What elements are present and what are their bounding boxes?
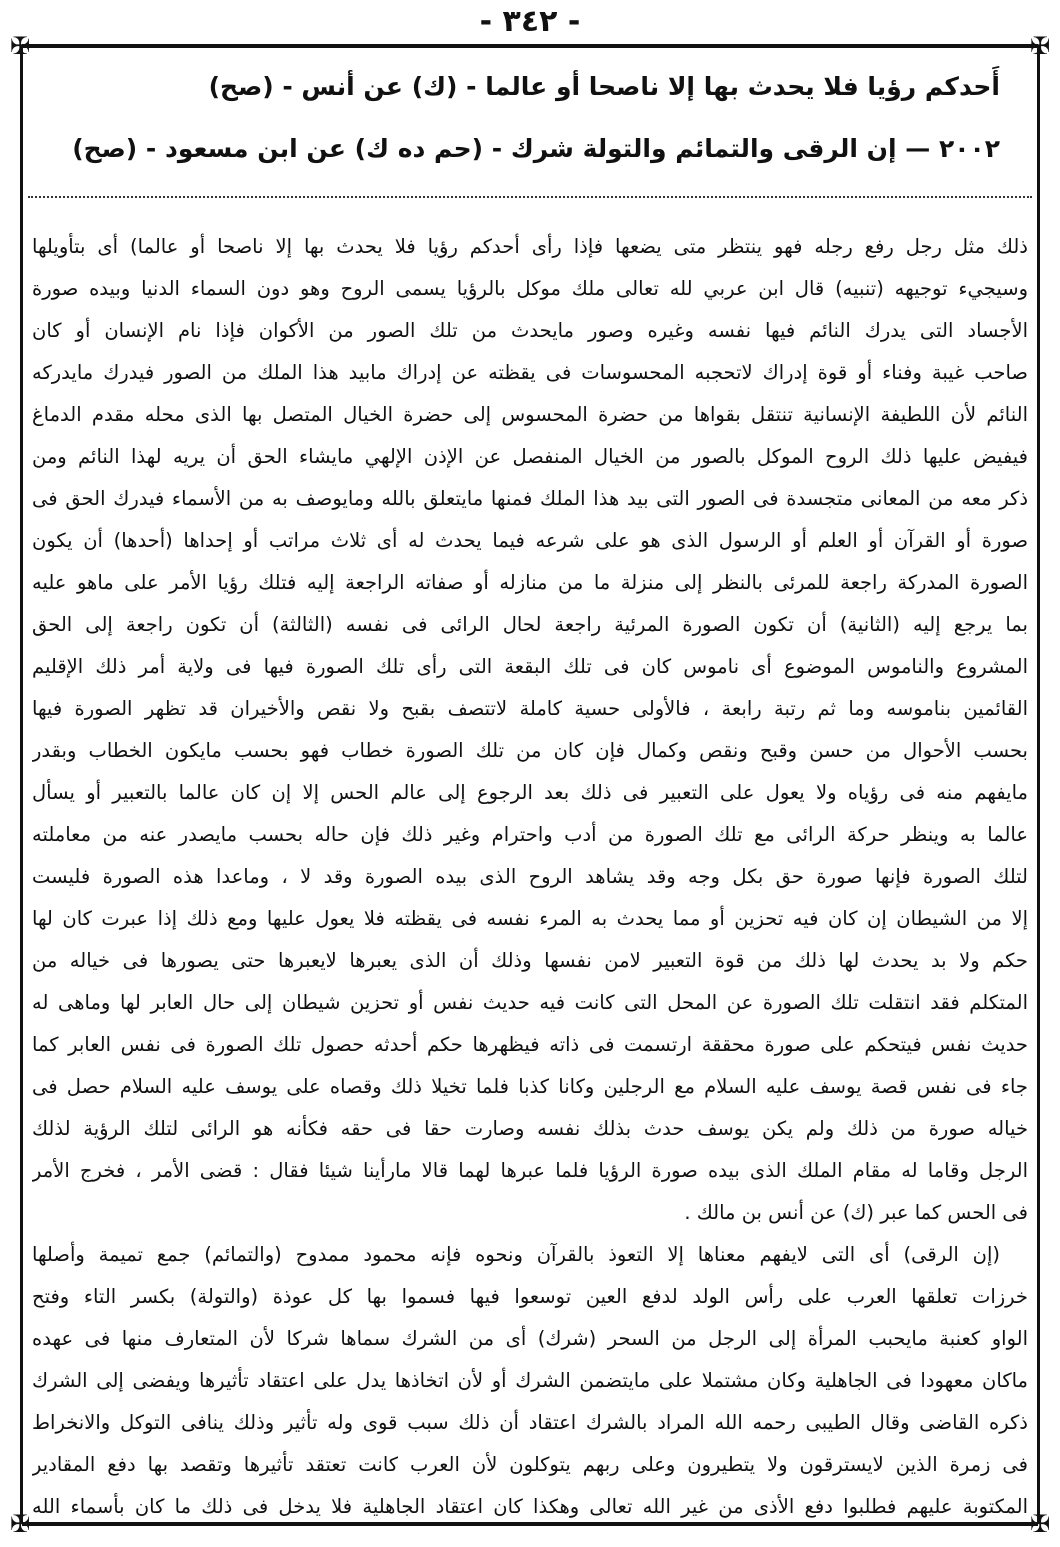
hadith-line: ٢٠٠٢ — إن الرقى والتمائم والتولة شرك - (حم ده ك) عن ابن مسعود - (صح) — [72, 134, 1000, 163]
text-line: فيفيض عليها ذلك الروح الموكل بالصور من الخيال المنفصل عن الإذن الإلهي مايشاء الحق أن يريه لهذا النائم ومن — [32, 445, 1028, 468]
text-line: حكم ولا بد يحدث لها ذلك من قوة التعبير لامن نفسها وذلك أن الذى يعبرها لايعبرها حتى يصورها فى خياله من — [32, 949, 1028, 972]
text-line: (إن الرقى) أى التى لايفهم معناها إلا التعوذ بالقرآن ونحوه فإنه محمود ممدوح (والتمائم) جمع تميمة وأصلها — [32, 1243, 1000, 1266]
text-line: المشروع والناموس الموضوع أى ناموس كان فى تلك البقعة التى رأى تلك الصورة فيها فى ولاية أمر ذلك الإقليم — [32, 655, 1028, 678]
top-rule — [22, 44, 1038, 48]
corner-ornament-icon: ✠ — [1029, 32, 1051, 60]
text-line: النائم لأن اللطيفة الإنسانية تنتقل بقواها من حضرة المحسوس إلى حضرة الخيال المتصل بها الذى محله مقدم الدماغ — [32, 403, 1028, 426]
text-line: ذلك مثل رجل رفع رجله فهو ينتظر متى يضعها فإذا رأى أحدكم رؤيا فلا يحدث بها إلا ناصحا أو عالما) أى بتأويلها — [32, 235, 1028, 258]
text-line: الواو كعنبة مايحبب المرأة إلى الرجل من السحر (شرك) أى من الشرك سماها شركا لأن المتعارف منها فى عهده — [32, 1327, 1028, 1350]
text-line: صورة أو القرآن أو العلم أو الرسول الذى هو على شرعه فيما يحدث له أى ثلاث مراتب أو إحداها (أحدها) أن يكون — [32, 529, 1028, 552]
commentary-text — [32, 226, 1028, 1528]
text-line: الرجل وقاما له مقام الملك الذى بيده صورة الرؤيا فلما عبرها لهما قالا مارأينا شيئا فقال : قضى الأمر ، فخرج الأمر — [32, 1159, 1028, 1182]
text-line: لتلك الصورة فإنها صورة حق بكل وجه وقد يشاهد الروح الذى بيده الصورة وقد لا ، وماعدا هذه الصورة فليست — [32, 865, 1028, 888]
text-line: المكتوبة عليهم فطلبوا دفع الأذى من غير الله تعالى وهكذا كان اعتقاد الجاهلية فلا يدخل فى ذلك ما كان بأسماء الله — [32, 1495, 1028, 1518]
text-line: صاحب غيبة وفناء أو قوة إدراك لاتحجبه المحسوسات فى يقظته عن إدراك مابيد هذا الملك من الصور فيدرك مايدركه — [32, 361, 1028, 384]
corner-ornament-icon: ✠ — [9, 32, 31, 60]
text-line: خياله صورة من ذلك ولم يكن يوسف حدث بذلك نفسه وصارت حقا فى حقه فكأنه هو الرائى لتلك الرؤية لذلك — [32, 1117, 1028, 1140]
text-line: وسيجيء توجيهه (تنبيه) قال ابن عربي لله تعالى ملك موكل بالرؤيا يسمى الروح وهو دون السماء الدنيا وبيده صورة — [32, 277, 1028, 300]
text-line: ذكره القاضى وقال الطيبى رحمه الله المراد بالشرك اعتقاد أن ذلك سبب قوى وله تأثير وذلك ينافى التوكل والانخراط — [32, 1411, 1028, 1434]
corner-ornament-icon: ✠ — [9, 1510, 31, 1538]
text-line: الأجساد التى يدرك النائم فيها نفسه وغيره وصور مايحدث من تلك الصور من الأكوان فإذا نام الإنسان أو كان — [32, 319, 1028, 342]
text-line: مايفهم منه فى رؤياه ولا يعول على التعبير فى ذلك بعد الرجوع إلى عالم الحس إلا إن كان عالما بالتعبير أو يسأل — [32, 781, 1028, 804]
text-line: جاء فى نفس قصة يوسف عليه السلام مع الرجلين وكانا كذبا فلما تخيلا ذلك وقصاه على يوسف عليه السلام حصل فى — [32, 1075, 1028, 1098]
left-border — [20, 46, 23, 1524]
hadith-line: أَحدكم رؤيا فلا يحدث بها إلا ناصحا أو عالما - (ك) عن أنس - (صح) — [208, 72, 1000, 101]
text-line: ماكان معهودا فى الجاهلية وكان مشتملا على مايتضمن الشرك أو لأن اتخاذها يدل على اعتقاد تأثيرها ويفضى إلى الشرك — [32, 1369, 1028, 1392]
text-line: المتكلم فقد انتقلت تلك الصورة عن المحل التى كانت فيه حديث نفس أو تحزين شيطان إلى حال العابر لها وماهى له — [32, 991, 1028, 1014]
text-line: عالما به وينظر حركة الرائى مع تلك الصورة من أدب واحترام وغير ذلك فإن حاله بحسب مايصدر عنه من معاملته — [32, 823, 1028, 846]
text-line: حديث نفس فيتحكم على صورة محققة ارتسمت فى ذاته فيظهرها حكم أحدثه حصول تلك الصورة فى نفس العابر كما — [32, 1033, 1028, 1056]
text-line: ذكر معه من المعانى متجسدة فى الصور التى بيد هذا الملك فمنها مايتعلق بالله ومايوصف به من الأسماء فيدرك الحق فى — [32, 487, 1028, 510]
text-line: فى زمرة الذين لايسترقون ولا يتطيرون وعلى ربهم يتوكلون لأن العرب كانت تعتقد تأثيرها وتقصد بها دفع المقادير — [32, 1453, 1028, 1476]
page-number: - ٣٤٢ - — [479, 4, 581, 39]
text-line: إلا من الشيطان إن كان فيه تحزين أو مما يحدث به المرء نفسه فى يقظته فلا يعول عليها ومع ذلك إذا عبرت كان لها — [32, 907, 1028, 930]
text-line: فى الحس كما عبر (ك) عن أنس بن مالك . — [684, 1201, 1028, 1224]
text-line: خرزات تعلقها العرب على رأس الولد لدفع العين توسعوا فيها فسموا بها كل عوذة (والتولة) بكسر التاء وفتح — [32, 1285, 1028, 1308]
text-line: بحسب الأحوال من حسن وقبح ونقص وكمال فإن كان من تلك الصورة خطاب فهو بحسب مايكون الخطاب وبقدر — [32, 739, 1028, 762]
text-line: الصورة المدركة راجعة للمرئى بالنظر إلى منزلة ما من منازله أو صفاته الراجعة إليه فتلك رؤيا الأمر على ماهو عليه — [32, 571, 1028, 594]
corner-ornament-icon: ✠ — [1029, 1510, 1051, 1538]
text-line: بما يرجع إليه (الثانية) أن تكون الصورة المرئية راجعة لحال الرائى فى نفسه (الثالثة) أن تكون راجعة إلى الحق — [32, 613, 1028, 636]
right-border — [1037, 46, 1040, 1524]
dotted-separator — [28, 196, 1032, 198]
text-line: القائمين بناموسه وما ثم رتبة رابعة ، فالأولى حسية كاملة لاتتصف بقبح ولا نقص والأخيران قد تظهر الصورة فيها — [32, 697, 1028, 720]
